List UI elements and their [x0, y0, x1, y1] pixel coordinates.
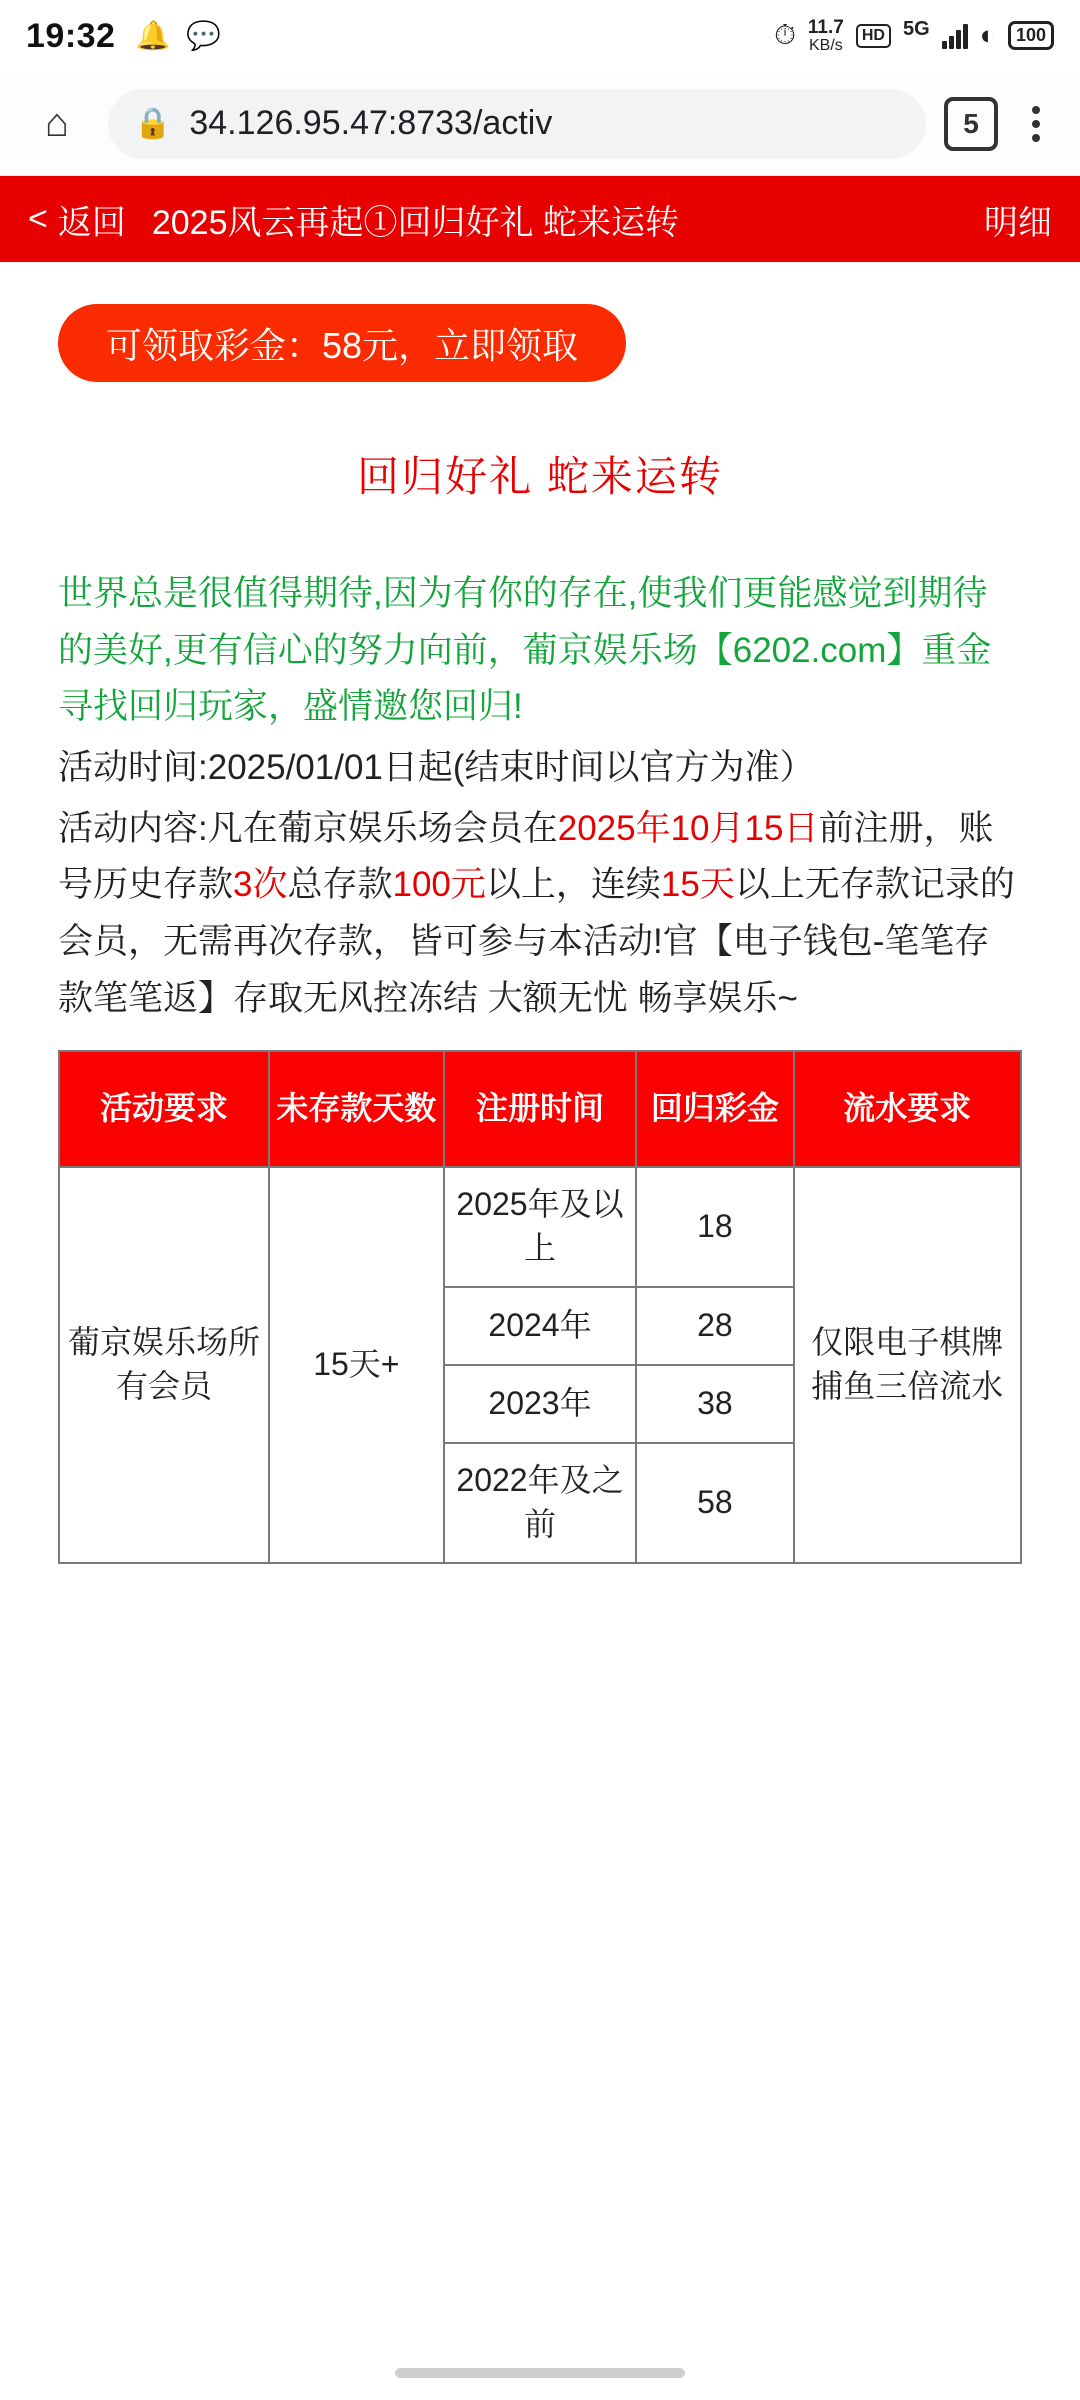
page-title: 2025风云再起①回归好礼 蛇来运转: [151, 203, 679, 242]
address-bar[interactable]: [108, 89, 926, 159]
page-header: [0, 176, 1080, 262]
promo-table: [58, 1050, 1022, 1564]
status-right-icons: [774, 18, 1054, 55]
network-speed-unit: KB/s: [808, 36, 843, 54]
cell-bonus-1: 28: [636, 1287, 793, 1365]
network-speed-value: 11.7: [807, 16, 844, 38]
back-label: 返回: [57, 203, 126, 242]
promo-intro-paragraph: 世界总是很值得期待,因为有你的存在,使我们更能感觉到期待的美好,更有信心的努力向前，葡京娱乐场【6202.com】重金寻找回归玩家，盛情邀您回归!: [58, 574, 992, 727]
browser-toolbar: [0, 72, 1080, 176]
cell-register-0: 2025年及以上: [444, 1167, 636, 1287]
bell-icon: 🔔: [135, 20, 171, 51]
cell-register-2: 2023年: [444, 1365, 636, 1443]
table-header-bonus: 回归彩金: [636, 1051, 793, 1167]
hd-badge: HD: [856, 24, 891, 48]
rules-highlight-date: 2025年10月15日: [557, 808, 819, 848]
url-text: 34.126.95.47:8733/activ: [189, 104, 553, 142]
cell-flow: 仅限电子棋牌捕鱼三倍流水: [794, 1167, 1021, 1563]
table-header-flow: 流水要求: [794, 1051, 1021, 1167]
tab-counter-button[interactable]: 5: [944, 97, 998, 151]
cell-days: 15天+: [269, 1167, 444, 1563]
home-gesture-bar[interactable]: [395, 2368, 685, 2378]
table-header-row: [59, 1051, 1021, 1167]
table-header-days: 未存款天数: [269, 1051, 444, 1167]
promo-rules-paragraph: [58, 801, 1022, 1028]
status-bar: [0, 0, 1080, 72]
wifi-icon: ◐: [979, 20, 996, 51]
promo-time-paragraph: 活动时间:2025/01/01日起(结束时间以官方为准）: [58, 748, 815, 788]
chevron-left-icon: <: [28, 199, 48, 238]
cell-requirement: 葡京娱乐场所有会员: [59, 1167, 269, 1563]
rules-highlight-days: 15天: [660, 865, 735, 905]
promo-headline: 回归好礼 蛇来运转: [357, 453, 723, 500]
chat-bubble-icon: 💬: [186, 20, 222, 51]
table-header-requirement: 活动要求: [59, 1051, 269, 1167]
cell-register-1: 2024年: [444, 1287, 636, 1365]
table-row: [59, 1167, 1021, 1287]
rules-part-1: 活动内容:凡在葡京娱乐场会员在: [58, 808, 558, 848]
signal-bars-icon: [942, 23, 968, 49]
rules-part-2: 前注册，账号历史存款: [58, 808, 994, 905]
home-icon[interactable]: ⌂: [44, 101, 70, 145]
rules-highlight-amount: 100元: [392, 865, 486, 905]
rules-part-5: 以上无存款记录的会员，无需再次存款，皆可参与本活动!官【电子钱包-笔笔存款笔笔返】存取无风控冻结 大额无忧 畅享娱乐~: [58, 865, 1015, 1018]
rules-highlight-times: 3次: [233, 865, 288, 905]
cell-bonus-3: 58: [636, 1443, 793, 1563]
alarm-clock-icon: ⏱: [774, 19, 796, 51]
status-left-icons: [135, 22, 221, 50]
network-speed: [808, 18, 844, 55]
cell-register-3: 2022年及之前: [444, 1443, 636, 1563]
rules-part-3: 总存款: [287, 865, 393, 905]
battery-indicator: 100: [1008, 21, 1054, 50]
page-content: [0, 304, 1080, 1564]
cell-bonus-0: 18: [636, 1167, 793, 1287]
network-type-label: 5G: [902, 18, 930, 41]
detail-link[interactable]: 明细: [984, 203, 1052, 242]
overflow-menu-icon[interactable]: [1016, 106, 1056, 142]
cell-bonus-2: 38: [636, 1365, 793, 1443]
back-button[interactable]: [28, 195, 126, 244]
claim-bonus-button[interactable]: 可领取彩金：58元，立即领取: [58, 304, 626, 382]
table-header-register-time: 注册时间: [444, 1051, 636, 1167]
rules-part-4: 以上，连续: [485, 865, 661, 905]
lock-icon: 🔒: [134, 107, 172, 140]
status-time: 19:32: [26, 16, 116, 55]
